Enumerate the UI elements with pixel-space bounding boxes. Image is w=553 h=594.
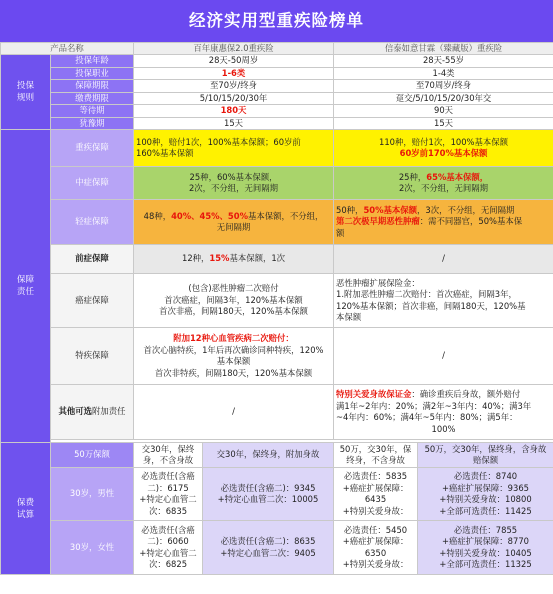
rule-a: 至70岁/终身 [134,80,334,93]
trial-label: 30岁，男性 [51,468,134,521]
trial-label: 30岁，女性 [51,521,134,575]
optional-a: / [134,385,334,440]
critical-a: 100种，赔付1次，100%基本保额；60岁前 160%基本保额 [134,130,334,167]
coverage-label: 前症保障 [51,245,134,274]
mild-a: 48种，40%、45%、50%基本保额，不分组， 无间隔期 [134,200,334,245]
trial-head-row [1,443,553,468]
rule-b: 至70周岁/终身 [334,80,553,93]
critical-b: 110种，赔付1次，100%基本保额 60岁前170%基本保额 [334,130,553,167]
coverage-label: 轻症保障 [51,200,134,245]
coverage-critical-row [1,130,553,167]
group-coverage: 保障 责任 [1,130,51,443]
rule-a: 15天 [134,117,334,130]
header-row [1,43,553,55]
moderate-a: 25种，60%基本保额， 2次，不分组，无间隔期 [134,167,334,200]
rule-label: 投保职业 [51,67,134,80]
trial-head: 交30年，保终身，附加身故 [203,443,334,468]
trial-amount-label: 50万保额 [51,443,134,468]
moderate-b: 25种，65%基本保额， 2次，不分组，无间隔期 [334,167,553,200]
coverage-special-row [1,328,553,385]
mild-b: 50种，50%基本保额，3次，不分组，无间隔期 第二次极早期恶性肿瘤：需不同器官，50%基本保 额 [334,200,553,245]
trial-head: 50万，交30年，保 终身，不含身故 [334,443,418,468]
trial-cell: 必选责任：8740 +癌症扩展保障：9365 +特别关爱身故：10800 +全部可选责任：11425 [418,468,553,521]
rule-b: 趸交/5/10/15/20/30年交 [334,92,553,105]
coverage-label: 癌症保障 [51,274,134,328]
coverage-label: 重疾保障 [51,130,134,167]
rule-label: 缴费期限 [51,92,134,105]
header-product-b: 信泰如意甘霖（臻藏版）重疾险 [334,43,553,55]
coverage-label: 其他可选附加责任 [51,385,134,440]
rule-b: 15天 [334,117,553,130]
rule-label: 保障期限 [51,80,134,93]
rule-label: 等待期 [51,105,134,118]
trial-cell: 必选责任：7855 +癌症扩展保障：8770 +特别关爱身故：10405 +全部可选责任：11325 [418,521,553,575]
coverage-label: 中症保障 [51,167,134,200]
special-a: 附加12种心血管疾病二次赔付： 首次心脑特疾，1年后再次确诊同种特疾，120% 基本保额 首次非特疾，间隔180天，120%基本保额 [134,328,334,385]
trial-cell: 必选责任：5450 +癌症扩展保障： 6350 +特别关爱身故： [334,521,418,575]
optional-b: 特别关爱身故保证金：确诊重疾后身故，额外赔付 满1年~2年内：20%；满2年~3年内：40%；满3年 ~4年内：60%；满4年~5年内：80%；满5年： 100% [334,385,553,440]
rule-a: 1-6类 [134,67,334,80]
cancer-a: (包含)恶性肿瘤二次赔付 首次癌症，间隔3年，120%基本保额 首次非癌，间隔180天，120%基本保额 [134,274,334,328]
header-product-a: 百年康惠保2.0重疾险 [134,43,334,55]
coverage-cancer-row [1,274,553,328]
rule-b: 1-4类 [334,67,553,80]
coverage-optional-row [1,385,553,440]
cancer-b: 恶性肿瘤扩展保险金： 1.附加恶性肿瘤二次赔付：首次癌症，间隔3年， 120%基本保额；首次非癌，间隔180天，120%基 本保额 [334,274,553,328]
coverage-mild-row [1,200,553,245]
trial-cell: 必选责任(含癌 二)：6175 +特定心血管二 次：6835 [134,468,203,521]
trial-cell: 必选责任：5835 +癌症扩展保障： 6435 +特别关爱身故： [334,468,418,521]
rule-row [1,80,553,93]
coverage-label: 特疾保障 [51,328,134,385]
rule-label: 犹豫期 [51,117,134,130]
rule-row [1,117,553,130]
rule-a: 28天-50周岁 [134,55,334,68]
trial-head: 交30年，保终 身，不含身故 [134,443,203,468]
rule-b: 90天 [334,105,553,118]
trial-cell: 必选责任(含癌二)：9345 +特定心血管二次：10005 [203,468,334,521]
early-a: 12种，15%基本保额，1次 [134,245,334,274]
page-title: 经济实用型重疾险榜单 [0,0,553,42]
trial-cell: 必选责任(含癌二)：8635 +特定心血管二次：9405 [203,521,334,575]
trial-cell: 必选责任(含癌 二)：6060 +特定心血管二 次：6825 [134,521,203,575]
rule-label: 投保年龄 [51,55,134,68]
group-rules: 投保 规则 [1,55,51,130]
trial-female-row [1,521,553,575]
comparison-table [0,42,553,575]
special-b: / [334,328,553,385]
trial-male-row [1,468,553,521]
coverage-moderate-row [1,167,553,200]
rule-row [1,67,553,80]
group-trial: 保费 试算 [1,443,51,575]
rule-row [1,92,553,105]
rule-a: 5/10/15/20/30年 [134,92,334,105]
rule-a: 180天 [134,105,334,118]
rule-row [1,55,553,68]
trial-head: 50万，交30年，保终身，含身故 赔保额 [418,443,553,468]
early-b: / [334,245,553,274]
rule-row [1,105,553,118]
header-product-name: 产品名称 [1,43,134,55]
rule-b: 28天-55岁 [334,55,553,68]
coverage-early-row [1,245,553,274]
